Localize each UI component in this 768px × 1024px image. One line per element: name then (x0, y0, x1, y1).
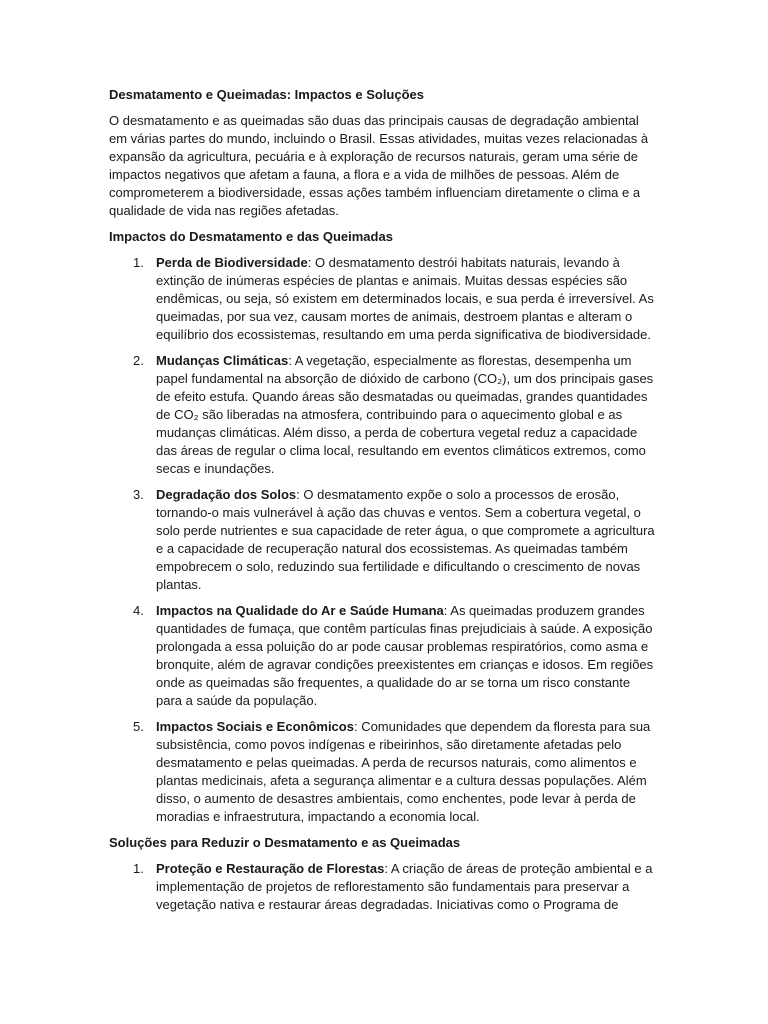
list-item-term: Proteção e Restauração de Florestas (156, 861, 385, 876)
list-item-text: : O desmatamento destrói habitats naturais, levando à extinção de inúmeras espécies de plantas e animais. Muitas dessas espécies são endêmicas, ou seja, só existem em determinados locais, e sua perda é irreversível. As queimadas, por sua vez, causam mortes de animais, destroem plantas e alteram o equilíbrio dos ecossistemas, resultando em uma perda significativa de biodiversidade. (156, 255, 654, 342)
list-item-term: Impactos na Qualidade do Ar e Saúde Humana (156, 603, 444, 618)
list-item-number: 2. (133, 353, 144, 368)
list-item-text: : A criação de áreas de proteção ambiental e a implementação de projetos de reflorestamento são fundamentais para preservar a vegetação nativa e restaurar áreas degradadas. Iniciativas como o Programa de (156, 861, 653, 912)
list-item-number: 1. (133, 255, 144, 270)
list-item (109, 718, 657, 826)
document-title: Desmatamento e Queimadas: Impactos e Soluções (109, 87, 424, 102)
intro-paragraph: O desmatamento e as queimadas são duas das principais causas de degradação ambiental em várias partes do mundo, incluindo o Brasil. Essas atividades, muitas vezes relacionadas à expansão da agricultura, pecuária e à exploração de recursos naturais, geram uma série de impactos negativos que afetam a fauna, a flora e a vida de milhões de pessoas. Além de comprometerem a biodiversidade, essas ações também influenciam diretamente o clima e a qualidade de vida nas regiões afetadas. (109, 113, 649, 218)
impacts-list (109, 254, 657, 826)
list-item (109, 486, 657, 594)
list-item-term: Impactos Sociais e Econômicos (156, 719, 354, 734)
list-item-number: 5. (133, 719, 144, 734)
list-item-number: 4. (133, 603, 144, 618)
solutions-list (109, 860, 657, 914)
solutions-heading: Soluções para Reduzir o Desmatamento e as Queimadas (109, 835, 461, 850)
impacts-heading: Impactos do Desmatamento e das Queimadas (109, 229, 393, 244)
list-item-term: Mudanças Climáticas (156, 353, 289, 368)
list-item-text: : Comunidades que dependem da floresta para sua subsistência, como povos indígenas e ribeirinhos, são diretamente afetadas pelo desmatamento e pelas queimadas. A perda de recursos naturais, como alimentos e plantas medicinais, afeta a segurança alimentar e a cultura dessas populações. Além disso, o aumento de desastres ambientais, como enchentes, pode levar à perda de moradias e infraestrutura, impactando a economia local. (156, 719, 651, 824)
list-item-text: : As queimadas produzem grandes quantidades de fumaça, que contêm partículas finas prejudiciais à saúde. A exposição prolongada a essa poluição do ar pode causar problemas respiratórios, como asma e bronquite, além de agravar condições preexistentes em crianças e idosos. Em regiões onde as queimadas são frequentes, a qualidade do ar se torna um risco constante para a saúde da população. (156, 603, 654, 708)
list-item-number: 3. (133, 487, 144, 502)
document-page (109, 86, 657, 922)
list-item-term: Perda de Biodiversidade (156, 255, 308, 270)
list-item (109, 602, 657, 710)
list-item (109, 254, 657, 344)
list-item (109, 860, 657, 914)
list-item-text: : O desmatamento expõe o solo a processos de erosão, tornando-o mais vulnerável à ação das chuvas e ventos. Sem a cobertura vegetal, o solo perde nutrientes e sua capacidade de reter água, o que compromete a agricultura e a capacidade de recuperação natural dos ecossistemas. As queimadas também empobrecem o solo, reduzindo sua fertilidade e dificultando o crescimento de novas plantas. (156, 487, 655, 592)
list-item-number: 1. (133, 861, 144, 876)
list-item (109, 352, 657, 478)
list-item-term: Degradação dos Solos (156, 487, 297, 502)
list-item-text: : A vegetação, especialmente as florestas, desempenha um papel fundamental na absorção de dióxido de carbono (CO₂), um dos principais gases de efeito estufa. Quando áreas são desmatadas ou queimadas, grandes quantidades de CO₂ são liberadas na atmosfera, contribuindo para o aquecimento global e as mudanças climáticas. Além disso, a perda de cobertura vegetal reduz a capacidade das áreas de regular o clima local, resultando em eventos climáticos extremos, como secas e inundações. (156, 353, 654, 476)
